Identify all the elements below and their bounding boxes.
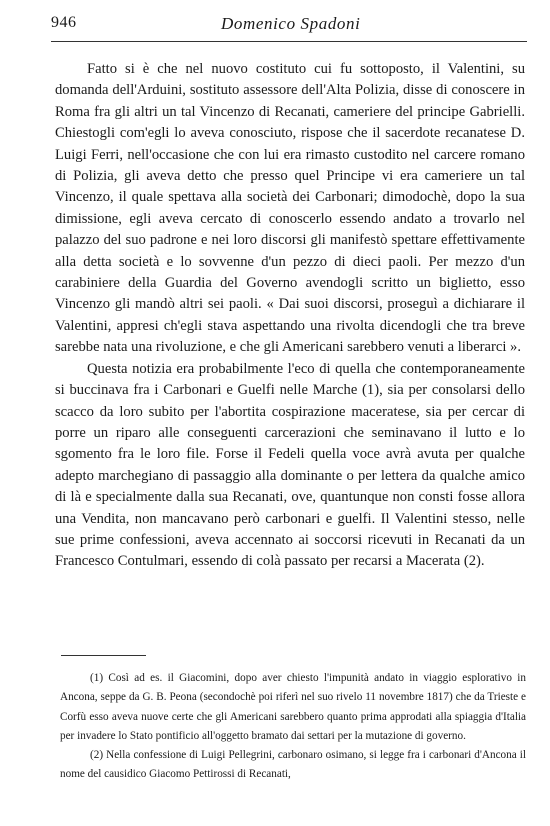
paragraph: Questa notizia era probabilmente l'eco di quella che contemporaneamente si buccinava fra i Carbonari e Guelfi nelle Marche (1), sia per consolarsi dello scacco da loro subito per l'abortita cospirazione maceratese, sia per cercar di porre un riparo alle conseguenti carcerazioni che seminavano il lutto e lo sgomento fra le loro file. Forse il Fedeli quella voce avrà avuta per qualche adepto marchegiano di passaggio alla dominante o per lettera da qualche amico di là e specialmente dalla sua Recanati, ove, quantunque non consti fosse allora una Vendita, non mancavano però carbonari e guelfi. Il Valentini stesso, nelle sue prime confessioni, aveva accennato ai soccorsi ricevuti in Recanati da un Francesco Contulmari, essendo di colà passato per recarsi a Macerata (2).	[55, 360, 525, 570]
running-title: Domenico Spadoni	[221, 14, 361, 33]
paragraph: Fatto si è che nel nuovo costituto cui fu sottoposto, il Valentini, su domanda dell'Arduini, sostituto assessore dell'Alta Polizia, disse di conoscere in Roma fra gli altri un tal Vincenzo di Recanati, cameriere del principe Gabrielli. Chiestogli com'egli lo aveva conosciuto, rispose che il sacerdote recanatese D. Luigi Ferri, nell'occasione che con lui era rimasto custodito nel carcere romano di Polizia, gli aveva detto che presso quel Principe vi era cameriere un tal Vincenzo, il quale spettava alla società dei Carbonari; dimodochè, dopo la sua dimissione, egli aveva cercato di conoscerlo essendo andato a trovarlo nel palazzo del suo padrone e nei loro discorsi gli manifestò spettare effettivamente alla detta società e lo sovvenne d'un pezzo di dieci paoli. Per mezzo d'un carabiniere della Guardia del Governo avendogli scritto un biglietto, esso Vincenzo gli mandò altri sei paoli. « Dai suoi discorsi, proseguì a dichiarare il Valentini, appresi ch'egli stava aspettando una rivolta dicendogli che tra breve sarebbe nata una rivoluzione, e che gli Americani sarebbero venuti a liberarci ».	[55, 61, 525, 356]
page-number: 946	[51, 14, 77, 31]
footnote: (1) Così ad es. il Giacomini, dopo aver chiesto l'impunità andato in viaggio esplorativo in Ancona, seppe da G. B. Peona (secondochè poi riferì nel suo rivelo 11 novembre 1817) che da Trieste e Corfù esso aveva nuove certe che gli Americani sarebbero quanto prima approdati alla spiaggia d'Italia per invadere lo Stato pontificio all'oggetto bramato dai settari per la mutazione di governo.	[60, 672, 526, 742]
header-rule	[51, 41, 527, 42]
footnote: (2) Nella confessione di Luigi Pellegrini, carbonaro osimano, si legge fra i carbonari d'Ancona il nome del causidico Giacomo Pettirossi di Recanati,	[60, 749, 526, 781]
footnote-rule	[61, 655, 146, 656]
footnotes	[60, 669, 526, 785]
main-text	[55, 59, 525, 573]
running-header	[51, 12, 527, 38]
